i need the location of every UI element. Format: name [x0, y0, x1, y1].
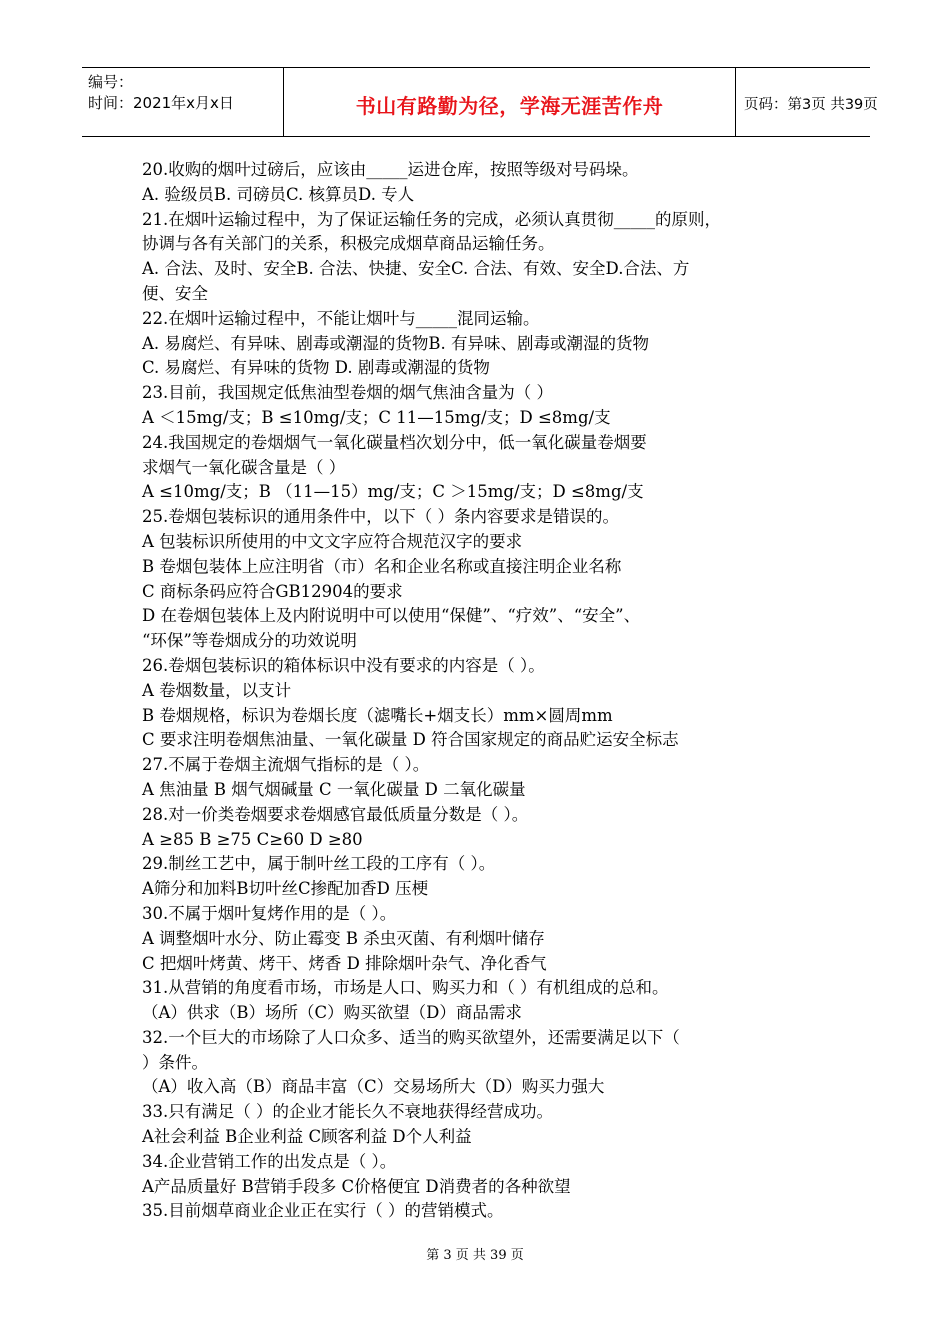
- text-line: 21.在烟叶运输过程中，为了保证运输任务的完成，必须认真贯彻_____的原则，: [142, 209, 721, 229]
- text-line: 便、安全: [142, 283, 208, 303]
- text-line: 33.只有满足（ ）的企业才能长久不衰地获得经营成功。: [142, 1102, 553, 1122]
- text-line: 20.收购的烟叶过磅后，应该由_____运进仓库，按照等级对号码垛。: [142, 160, 639, 179]
- text-line: 22.在烟叶运输过程中，不能让烟叶与_____混同运输。: [142, 308, 540, 328]
- text-line: C 商标条码应符合GB12904的要求: [142, 581, 403, 601]
- text-line: A ≥85 B ≥75 C≥60 D ≥80: [142, 829, 363, 849]
- text-line: A产品质量好 B营销手段多 C价格便宜 D消费者的各种欲望: [142, 1176, 571, 1196]
- text-line: B 卷烟包装体上应注明省（市）名和企业名称或直接注明企业名称: [142, 556, 622, 576]
- text-line: 26.卷烟包装标识的箱体标识中没有要求的内容是（ ）。: [142, 655, 545, 675]
- text-line: A 包装标识所使用的中文文字应符合规范汉字的要求: [142, 531, 523, 551]
- header-motto-cell: [284, 68, 736, 136]
- text-line: A 卷烟数量，以支计: [142, 680, 292, 700]
- header-page-info: 页码：第3页 共39页: [744, 97, 878, 113]
- text-line: B 卷烟规格，标识为卷烟长度（滤嘴长+烟支长）mm×圆周mm: [142, 705, 613, 725]
- text-line: C 要求注明卷烟焦油量、一氧化碳量 D 符合国家规定的商品贮运安全标志: [142, 730, 679, 750]
- text-line: （A）供求（B）场所（C）购买欲望（D）商品需求: [142, 1003, 522, 1023]
- text-line: A ＜15mg/支；B ≤10mg/支；C 11—15mg/支；D ≤8mg/支: [142, 407, 611, 427]
- text-line: A. 合法、及时、安全B. 合法、快捷、安全C. 合法、有效、安全D.合法、方: [142, 259, 690, 279]
- text-line: 25.卷烟包装标识的通用条件中，以下（ ）条内容要求是错误的。: [142, 507, 619, 527]
- text-line: 35.目前烟草商业企业正在实行（ ）的营销模式。: [142, 1201, 504, 1221]
- text-line: 协调与各有关部门的关系，积极完成烟草商品运输任务。: [142, 234, 555, 254]
- header-meta-cell: [82, 68, 284, 136]
- text-line: 31.从营销的角度看市场，市场是人口、购买力和（ ）有机组成的总和。: [142, 978, 669, 998]
- text-line: A. 易腐烂、有异味、剧毒或潮湿的货物B. 有异味、剧毒或潮湿的货物: [142, 333, 650, 353]
- text-line: 30.不属于烟叶复烤作用的是（ ）。: [142, 903, 397, 923]
- text-line: ）条件。: [142, 1052, 208, 1072]
- text-line: 23.目前，我国规定低焦油型卷烟的烟气焦油含量为（ ）: [142, 383, 553, 403]
- text-line: （A）收入高（B）商品丰富（C）交易场所大（D）购买力强大: [142, 1077, 605, 1097]
- text-line: C 把烟叶烤黄、烤干、烤香 D 排除烟叶杂气、净化香气: [142, 953, 547, 973]
- text-line: 27.不属于卷烟主流烟气指标的是（ ）。: [142, 755, 430, 775]
- document-time-label: 时间：2021年x月x日: [88, 94, 234, 112]
- text-line: 29.制丝工艺中，属于制叶丝工段的工序有（ ）。: [142, 854, 496, 874]
- page-header: [82, 67, 878, 137]
- text-line: A 焦油量 B 烟气烟碱量 C 一氧化碳量 D 二氧化碳量: [142, 779, 526, 799]
- text-line: A筛分和加料B切叶丝C掺配加香D 压梗: [142, 879, 429, 899]
- text-line: 28.对一价类卷烟要求卷烟感官最低质量分数是（ ）。: [142, 804, 529, 824]
- text-line: 24.我国规定的卷烟烟气一氧化碳量档次划分中，低一氧化碳量卷烟要: [142, 432, 647, 452]
- text-line: A ≤10mg/支；B （11—15）mg/支；C ＞15mg/支；D ≤8mg/支: [142, 482, 644, 502]
- header-motto: 书山有路勤为径，学海无涯苦作舟: [355, 94, 664, 118]
- text-line: C. 易腐烂、有异味的货物 D. 剧毒或潮湿的货物: [142, 358, 490, 378]
- text-line: D 在卷烟包装体上及内附说明中可以使用“保健”、“疗效”、“安全”、: [142, 606, 641, 626]
- document-number-label: 编号：: [88, 73, 134, 91]
- text-line: 32.一个巨大的市场除了人口众多、适当的购买欲望外，还需要满足以下（: [142, 1027, 680, 1047]
- text-line: 求烟气一氧化碳含量是（ ）: [142, 457, 346, 477]
- text-line: A. 验级员B. 司磅员C. 核算员D. 专人: [142, 184, 415, 204]
- text-line: “环保”等卷烟成分的功效说明: [142, 631, 357, 651]
- text-line: A 调整烟叶水分、防止霉变 B 杀虫灭菌、有利烟叶储存: [142, 928, 545, 948]
- text-line: A社会利益 B企业利益 C顾客利益 D个人利益: [142, 1127, 472, 1147]
- page-footer: 第 3 页 共 39 页: [426, 1248, 524, 1263]
- text-line: 34.企业营销工作的出发点是（ ）。: [142, 1151, 397, 1171]
- question-list: [142, 158, 812, 1224]
